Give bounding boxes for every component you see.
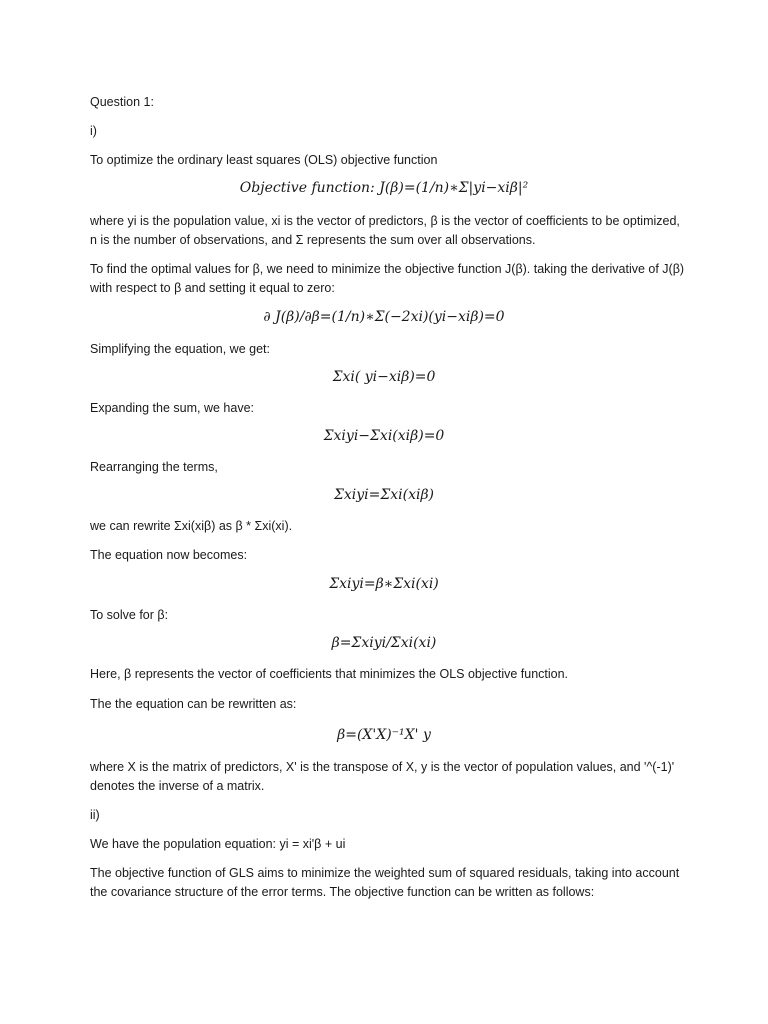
simplifying-paragraph: Simplifying the equation, we get: (90, 342, 270, 356)
gls-paragraph: The objective function of GLS aims to minimize the weighted sum of squared residuals, taking into account the covariance structure of the error terms. The objective function can be written as follows: (90, 866, 680, 899)
question-heading: Question 1: (90, 95, 154, 109)
solve-for-paragraph: To solve for β: (90, 608, 169, 622)
becomes-equation: Σxiyi=β∗Σxi(xi) (329, 576, 439, 592)
simplified-equation: Σxi( yi−xiβ)=0 (332, 369, 436, 385)
objective-equation: Objective function: J(β)=(1/n)∗Σ|yi−xiβ|² (239, 180, 529, 196)
population-equation-paragraph: We have the population equation: yi = xi'β + ui (90, 837, 346, 851)
part-i-label: i) (90, 124, 97, 138)
expanding-paragraph: Expanding the sum, we have: (90, 401, 254, 415)
intro-paragraph: To optimize the ordinary least squares (OLS) objective function (90, 153, 438, 167)
becomes-paragraph: The equation now becomes: (90, 548, 248, 562)
solve-equation: β=Σxiyi/Σxi(xi) (331, 635, 437, 651)
rearranging-paragraph: Rearranging the terms, (90, 460, 218, 474)
find-optimal-paragraph: To find the optimal values for β, we need to minimize the objective function J(β). taking the derivative of J(β) with respect to β and setting it equal to zero: (90, 262, 685, 295)
rewrite-paragraph: we can rewrite Σxi(xiβ) as β * Σxi(xi). (90, 519, 293, 533)
where-paragraph-2: where X is the matrix of predictors, X' is the transpose of X, y is the vector of population values, and '^(-1)' denotes the inverse of a matrix. (90, 760, 675, 793)
matrix-equation: β=(X'X)⁻¹X' y (337, 727, 431, 743)
here-paragraph: Here, β represents the vector of coefficients that minimizes the OLS objective function. (90, 667, 569, 681)
expanded-equation: Σxiyi−Σxi(xiβ)=0 (323, 428, 445, 444)
rewritten-paragraph: The the equation can be rewritten as: (90, 697, 297, 711)
part-ii-label: ii) (90, 808, 100, 822)
rearranged-equation: Σxiyi=Σxi(xiβ) (333, 487, 435, 503)
derivative-equation: ∂ J(β)/∂β=(1/n)∗Σ(−2xi)(yi−xiβ)=0 (263, 309, 505, 325)
where-paragraph-1: where yi is the population value, xi is the vector of predictors, β is the vector of coefficients to be optimized, n is the number of observations, and Σ represents the sum over all observations. (90, 214, 680, 247)
